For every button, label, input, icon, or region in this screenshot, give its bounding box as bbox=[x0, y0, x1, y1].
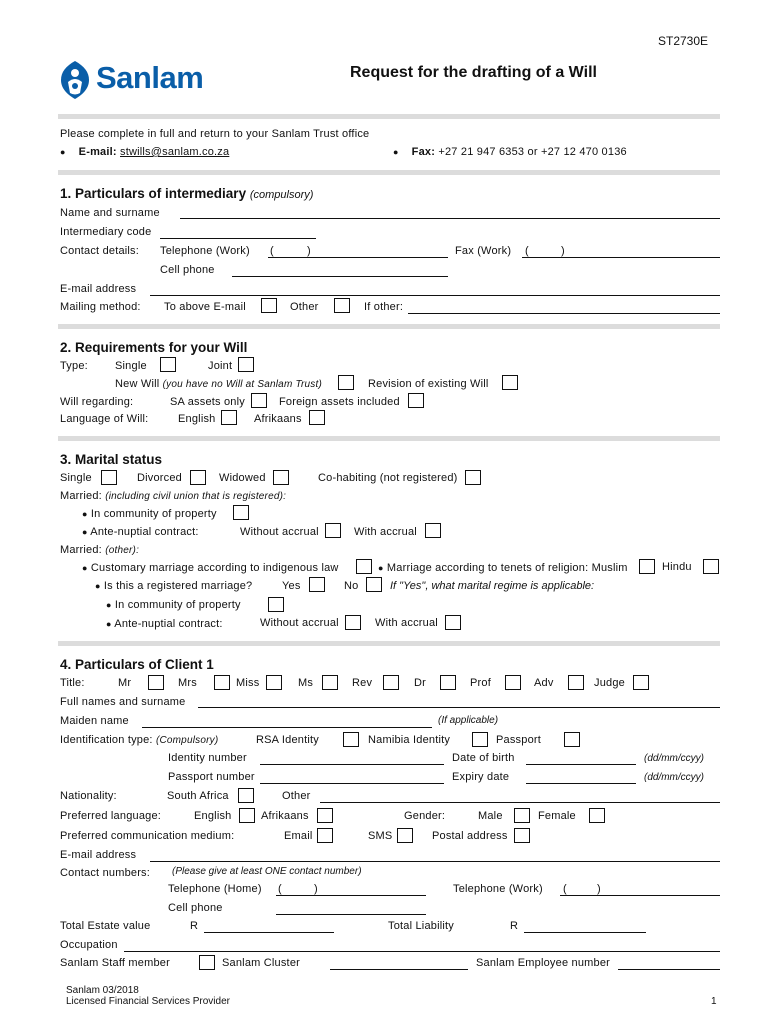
dob-field[interactable] bbox=[526, 764, 636, 765]
divorced-checkbox[interactable] bbox=[190, 470, 206, 485]
married-note: (including civil union that is registered): bbox=[105, 491, 287, 502]
community-checkbox[interactable] bbox=[233, 505, 249, 520]
yes-checkbox[interactable] bbox=[309, 577, 325, 592]
comm-email-checkbox[interactable] bbox=[317, 828, 333, 843]
religion-text: Marriage according to tenets of religion: Muslim bbox=[386, 562, 628, 574]
nationality-other-label: Other bbox=[282, 790, 311, 802]
married-other-label bbox=[60, 544, 139, 556]
customary-checkbox[interactable] bbox=[356, 559, 372, 574]
tel-home-paren-open: ( bbox=[278, 883, 282, 895]
sa-assets-checkbox[interactable] bbox=[251, 393, 267, 408]
fax-paren-open: ( bbox=[525, 245, 529, 257]
no-checkbox[interactable] bbox=[366, 577, 382, 592]
title-miss-checkbox[interactable] bbox=[266, 675, 282, 690]
tel-work-field[interactable] bbox=[268, 257, 448, 258]
cell-field[interactable] bbox=[232, 276, 448, 277]
female-checkbox[interactable] bbox=[589, 808, 605, 823]
section-2-title: 2. Requirements for your Will bbox=[60, 340, 248, 355]
married-other-text: Married: bbox=[60, 544, 102, 556]
with-accrual-checkbox[interactable] bbox=[425, 523, 441, 538]
comm-postal-label: Postal address bbox=[432, 830, 508, 842]
will-english-label: English bbox=[178, 413, 216, 425]
tel-paren-close: ) bbox=[307, 245, 311, 257]
contact-label: Contact details: bbox=[60, 245, 140, 257]
email-label: E-mail: bbox=[78, 146, 117, 158]
new-will-checkbox[interactable] bbox=[338, 375, 354, 390]
nationality-other-field[interactable] bbox=[320, 802, 720, 803]
cluster-label: Sanlam Cluster bbox=[222, 957, 300, 969]
cohabiting-checkbox[interactable] bbox=[465, 470, 481, 485]
male-checkbox[interactable] bbox=[514, 808, 530, 823]
id-type-text: Identification type: bbox=[60, 734, 153, 746]
full-names-field[interactable] bbox=[198, 707, 720, 708]
passport-number-field[interactable] bbox=[260, 783, 444, 784]
client-tel-work-paren-open: ( bbox=[563, 883, 567, 895]
bullet-icon: ● bbox=[95, 581, 101, 591]
staff-label: Sanlam Staff member bbox=[60, 957, 170, 969]
estate-field[interactable] bbox=[204, 932, 334, 933]
email-address-label: E-mail address bbox=[60, 283, 137, 295]
ms-single-checkbox[interactable] bbox=[101, 470, 117, 485]
single-label: Single bbox=[115, 360, 147, 372]
bullet-icon: ● bbox=[82, 527, 88, 537]
revision-checkbox[interactable] bbox=[502, 375, 518, 390]
fax-work-field[interactable] bbox=[522, 257, 720, 258]
ms-single-label: Single bbox=[60, 472, 92, 484]
comm-email-label: Email bbox=[284, 830, 313, 842]
if-other-label: If other: bbox=[364, 301, 404, 313]
title-judge-checkbox[interactable] bbox=[633, 675, 649, 690]
bullet-icon: ● bbox=[378, 563, 384, 573]
pref-english-checkbox[interactable] bbox=[239, 808, 255, 823]
religion-label bbox=[378, 562, 628, 574]
email-link[interactable]: stwills@sanlam.co.za bbox=[120, 146, 230, 158]
fax-value: +27 21 947 6353 or +27 12 470 0136 bbox=[438, 146, 627, 158]
antenuptial-label bbox=[82, 526, 199, 538]
estate-currency: R bbox=[190, 920, 199, 932]
yes-label: Yes bbox=[282, 580, 301, 592]
joint-label: Joint bbox=[208, 360, 233, 372]
single-checkbox[interactable] bbox=[160, 357, 176, 372]
sa-assets-label: SA assets only bbox=[170, 396, 245, 408]
antenuptial2-label bbox=[106, 618, 223, 630]
married-text: Married: bbox=[60, 490, 102, 502]
community-label bbox=[82, 508, 217, 520]
id-number-field[interactable] bbox=[260, 764, 444, 765]
occupation-field[interactable] bbox=[124, 951, 720, 952]
section-separator bbox=[58, 170, 720, 175]
married-label bbox=[60, 490, 286, 502]
client-email-label: E-mail address bbox=[60, 849, 137, 861]
tel-home-label: Telephone (Home) bbox=[168, 883, 262, 895]
revision-label: Revision of existing Will bbox=[368, 378, 489, 390]
with-accrual-label: With accrual bbox=[354, 526, 417, 538]
passport-checkbox[interactable] bbox=[564, 732, 580, 747]
section-separator bbox=[58, 324, 720, 329]
title-ms-label: Ms bbox=[298, 677, 314, 689]
staff-checkbox[interactable] bbox=[199, 955, 215, 970]
joint-checkbox[interactable] bbox=[238, 357, 254, 372]
male-label: Male bbox=[478, 810, 503, 822]
id-type-label bbox=[60, 734, 218, 746]
section-separator bbox=[58, 436, 720, 441]
sanlam-shield-icon bbox=[58, 60, 92, 100]
section-separator bbox=[58, 641, 720, 646]
with-accrual2-label: With accrual bbox=[375, 617, 438, 629]
bullet-icon: ● bbox=[106, 600, 112, 610]
without-accrual-checkbox[interactable] bbox=[325, 523, 341, 538]
antenuptial2-text: Ante-nuptial contract: bbox=[114, 618, 223, 630]
to-email-checkbox[interactable] bbox=[261, 298, 277, 313]
with-accrual2-checkbox[interactable] bbox=[445, 615, 461, 630]
hindu-checkbox[interactable] bbox=[703, 559, 719, 574]
title-miss-label: Miss bbox=[236, 677, 260, 689]
id-number-label: Identity number bbox=[168, 752, 247, 764]
regarding-label: Will regarding: bbox=[60, 396, 134, 408]
community-text: In community of property bbox=[90, 508, 217, 520]
cohabiting-label: Co-habiting (not registered) bbox=[318, 472, 458, 484]
page-title: Request for the drafting of a Will bbox=[350, 64, 597, 81]
foreign-label: Foreign assets included bbox=[279, 396, 400, 408]
if-applicable-note: (If applicable) bbox=[438, 715, 499, 726]
expiry-field[interactable] bbox=[526, 783, 636, 784]
client-tel-work-label: Telephone (Work) bbox=[453, 883, 543, 895]
will-english-checkbox[interactable] bbox=[221, 410, 237, 425]
bullet-icon: ● bbox=[393, 147, 399, 157]
language-label: Language of Will: bbox=[60, 413, 149, 425]
will-afrikaans-label: Afrikaans bbox=[254, 413, 302, 425]
bullet-icon: ● bbox=[82, 509, 88, 519]
title-dr-label: Dr bbox=[414, 677, 427, 689]
intro-email bbox=[60, 146, 229, 158]
muslim-checkbox[interactable] bbox=[639, 559, 655, 574]
community2-checkbox[interactable] bbox=[268, 597, 284, 612]
full-names-label: Full names and surname bbox=[60, 696, 186, 708]
title-label: Title: bbox=[60, 677, 85, 689]
if-other-field[interactable] bbox=[408, 313, 720, 314]
nationality-label: Nationality: bbox=[60, 790, 117, 802]
hindu-label: Hindu bbox=[662, 561, 692, 573]
title-judge-label: Judge bbox=[594, 677, 625, 689]
liability-currency: R bbox=[510, 920, 519, 932]
namibia-id-label: Namibia Identity bbox=[368, 734, 451, 746]
section-4-title: 4. Particulars of Client 1 bbox=[60, 657, 214, 672]
community2-label bbox=[106, 599, 241, 611]
expiry-format: (dd/mm/ccyy) bbox=[644, 772, 704, 783]
widowed-label: Widowed bbox=[219, 472, 266, 484]
client-tel-work-field[interactable] bbox=[560, 895, 720, 896]
pref-afrikaans-label: Afrikaans bbox=[261, 810, 309, 822]
title-prof-checkbox[interactable] bbox=[505, 675, 521, 690]
new-will-text: New Will bbox=[115, 378, 160, 390]
gender-label: Gender: bbox=[404, 810, 446, 822]
bullet-icon: ● bbox=[60, 147, 66, 157]
occupation-label: Occupation bbox=[60, 939, 118, 951]
header-separator bbox=[58, 114, 720, 119]
liability-field[interactable] bbox=[524, 932, 646, 933]
title-dr-checkbox[interactable] bbox=[440, 675, 456, 690]
title-prof-label: Prof bbox=[470, 677, 491, 689]
section-1-heading: 1. Particulars of intermediary bbox=[60, 186, 247, 201]
section-1-title bbox=[60, 186, 313, 201]
fax-work-label: Fax (Work) bbox=[455, 245, 512, 257]
pref-comm-label: Preferred communication medium: bbox=[60, 830, 235, 842]
married-other-note: (other): bbox=[105, 545, 140, 556]
title-adv-label: Adv bbox=[534, 677, 554, 689]
without-accrual2-checkbox[interactable] bbox=[345, 615, 361, 630]
contact-numbers-label: Contact numbers: bbox=[60, 867, 151, 879]
fax-label: Fax: bbox=[411, 146, 436, 158]
pref-lang-label: Preferred language: bbox=[60, 810, 162, 822]
form-code: ST2730E bbox=[658, 34, 709, 48]
antenuptial-text: Ante-nuptial contract: bbox=[90, 526, 199, 538]
dob-label: Date of birth bbox=[452, 752, 515, 764]
passport-number-label: Passport number bbox=[168, 771, 255, 783]
comm-sms-checkbox[interactable] bbox=[397, 828, 413, 843]
section-3-title: 3. Marital status bbox=[60, 452, 163, 467]
code-label: Intermediary code bbox=[60, 226, 152, 238]
expiry-label: Expiry date bbox=[452, 771, 510, 783]
mailing-other-label: Other bbox=[290, 301, 319, 313]
title-mr-checkbox[interactable] bbox=[148, 675, 164, 690]
rsa-id-checkbox[interactable] bbox=[343, 732, 359, 747]
page-number: 1 bbox=[711, 996, 717, 1007]
pref-english-label: English bbox=[194, 810, 232, 822]
title-mrs-label: Mrs bbox=[178, 677, 197, 689]
without-accrual-label: Without accrual bbox=[240, 526, 319, 538]
client-cell-label: Cell phone bbox=[168, 902, 223, 914]
fax-paren-close: ) bbox=[561, 245, 565, 257]
maiden-label: Maiden name bbox=[60, 715, 129, 727]
employee-no-label: Sanlam Employee number bbox=[476, 957, 611, 969]
foreign-checkbox[interactable] bbox=[408, 393, 424, 408]
divorced-label: Divorced bbox=[137, 472, 183, 484]
intro-text: Please complete in full and return to your Sanlam Trust office bbox=[60, 128, 370, 140]
title-rev-label: Rev bbox=[352, 677, 373, 689]
to-email-label: To above E-mail bbox=[164, 301, 246, 313]
female-label: Female bbox=[538, 810, 576, 822]
title-ms-checkbox[interactable] bbox=[322, 675, 338, 690]
mailing-other-checkbox[interactable] bbox=[334, 298, 350, 313]
email-address-field[interactable] bbox=[150, 295, 720, 296]
dob-format: (dd/mm/ccyy) bbox=[644, 753, 704, 764]
tel-work-label: Telephone (Work) bbox=[160, 245, 250, 257]
without-accrual2-label: Without accrual bbox=[260, 617, 339, 629]
mailing-label: Mailing method: bbox=[60, 301, 141, 313]
id-type-note: (Compulsory) bbox=[155, 735, 219, 746]
cell-label: Cell phone bbox=[160, 264, 215, 276]
new-will-note: (you have no Will at Sanlam Trust) bbox=[162, 379, 323, 390]
community2-text: In community of property bbox=[114, 599, 241, 611]
estate-label: Total Estate value bbox=[60, 920, 151, 932]
tel-paren-open: ( bbox=[270, 245, 274, 257]
bullet-icon: ● bbox=[106, 619, 112, 629]
client-cell-field[interactable] bbox=[276, 914, 426, 915]
type-label: Type: bbox=[60, 360, 88, 372]
title-adv-checkbox[interactable] bbox=[568, 675, 584, 690]
title-mr-label: Mr bbox=[118, 677, 132, 689]
south-africa-checkbox[interactable] bbox=[238, 788, 254, 803]
customary-text: Customary marriage according to indigenous law bbox=[90, 562, 339, 574]
liability-label: Total Liability bbox=[388, 920, 454, 932]
widowed-checkbox[interactable] bbox=[273, 470, 289, 485]
intro-fax bbox=[393, 146, 627, 158]
footer-fsp: Licensed Financial Services Provider bbox=[66, 996, 230, 1007]
comm-postal-checkbox[interactable] bbox=[514, 828, 530, 843]
rsa-id-label: RSA Identity bbox=[256, 734, 319, 746]
brand-name: Sanlam bbox=[96, 60, 204, 95]
registered-label bbox=[95, 580, 252, 592]
contact-note: (Please give at least ONE contact number) bbox=[172, 866, 362, 877]
tel-home-field[interactable] bbox=[276, 895, 426, 896]
footer-version: Sanlam 03/2018 bbox=[66, 985, 139, 996]
code-field[interactable] bbox=[160, 238, 316, 239]
will-afrikaans-checkbox[interactable] bbox=[309, 410, 325, 425]
cluster-field[interactable] bbox=[330, 969, 468, 970]
section-1-note: (compulsory) bbox=[249, 189, 314, 201]
tel-home-paren-close: ) bbox=[314, 883, 318, 895]
name-field[interactable] bbox=[180, 218, 720, 219]
title-rev-checkbox[interactable] bbox=[383, 675, 399, 690]
pref-afrikaans-checkbox[interactable] bbox=[317, 808, 333, 823]
if-yes-label: If "Yes", what marital regime is applicable: bbox=[390, 580, 595, 592]
no-label: No bbox=[344, 580, 359, 592]
new-will-label bbox=[115, 378, 322, 390]
registered-text: Is this a registered marriage? bbox=[103, 580, 253, 592]
client-email-field[interactable] bbox=[150, 861, 720, 862]
comm-sms-label: SMS bbox=[368, 830, 393, 842]
client-tel-work-paren-close: ) bbox=[597, 883, 601, 895]
title-mrs-checkbox[interactable] bbox=[214, 675, 230, 690]
south-africa-label: South Africa bbox=[167, 790, 229, 802]
namibia-id-checkbox[interactable] bbox=[472, 732, 488, 747]
passport-label: Passport bbox=[496, 734, 542, 746]
maiden-field[interactable] bbox=[142, 727, 432, 728]
employee-no-field[interactable] bbox=[618, 969, 720, 970]
bullet-icon: ● bbox=[82, 563, 88, 573]
name-label: Name and surname bbox=[60, 207, 160, 219]
customary-label bbox=[82, 562, 339, 574]
